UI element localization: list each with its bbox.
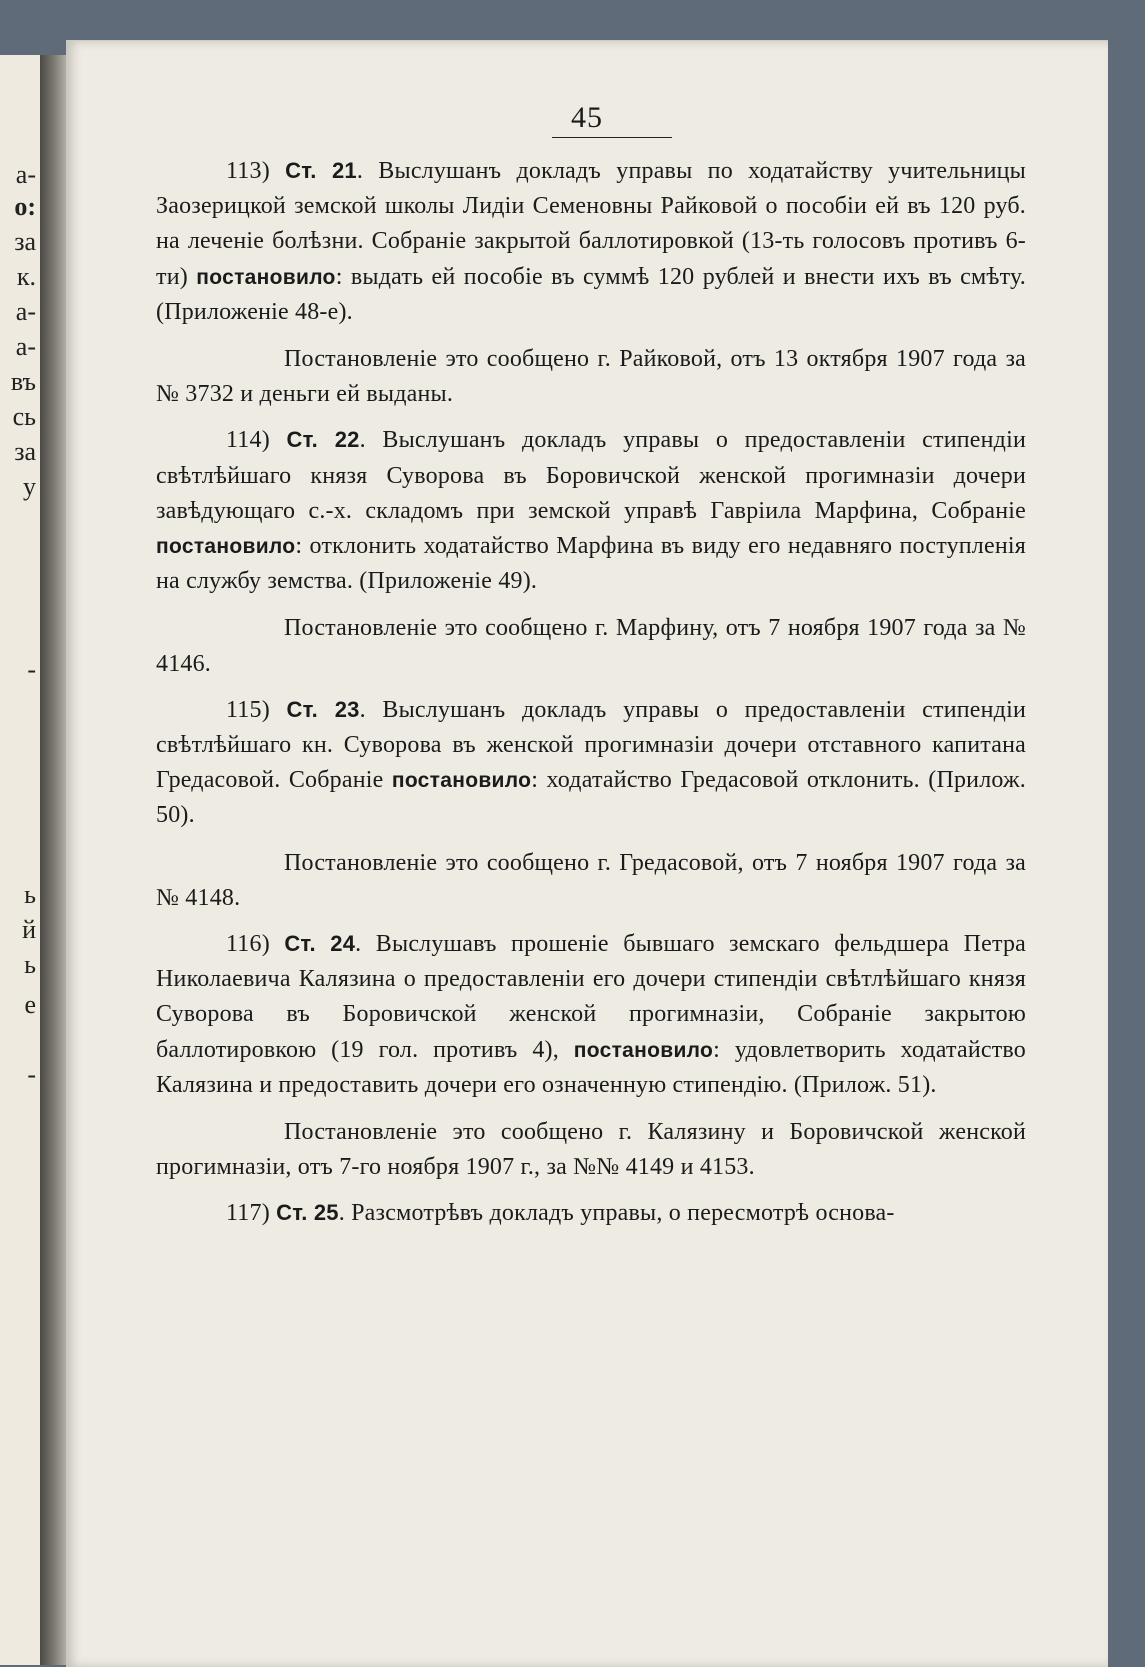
entry-text: . Выслушанъ докладъ управы о предоставленіи стипендіи свѣтлѣйшаго кн. Суворова въ женской прогимназіи дочери отставного капитана Гредасовой. Собраніе bbox=[156, 696, 1027, 794]
left-fragment: а- bbox=[15, 160, 36, 189]
resolved-keyword: постановило bbox=[156, 535, 296, 559]
left-fragment: о: bbox=[14, 192, 36, 221]
left-fragment: за bbox=[14, 437, 36, 466]
left-fragment: - bbox=[27, 655, 36, 684]
entry-note: Постановленіе это сообщено г. Гредасовой, отъ 7 ноября 1907 года за № 4148. bbox=[156, 849, 1026, 911]
entry-text: . Выслушанъ докладъ управы по ходатайству учительницы Заозерицкой земской школы Лидіи Семеновны Райковой о пособіи ей въ 120 руб. на леченіе болѣзни. Собраніе закрытой баллотировкой (13-ть голосовъ противъ 6-ти) bbox=[156, 158, 1027, 290]
left-fragment: за bbox=[14, 227, 36, 256]
entry-paragraph bbox=[156, 692, 1026, 834]
book-page bbox=[66, 40, 1108, 1667]
article-label: Ст. 22 bbox=[286, 427, 360, 453]
entry-text: . Выслушавъ прошеніе бывшаго земскаго фельдшера Петра Николаевича Калязина о предоставленіи его дочери стипендіи свѣтлѣйшаго князя Суворова въ Боровичской женской прогимназіи, Собраніе закрытою баллотировкою (19 гол. противъ 4), bbox=[156, 931, 1026, 1063]
entry-text-after: : выдать ей пособіе въ суммѣ 120 рублей и внести ихъ въ смѣту. (Приложеніе 48-е). bbox=[156, 263, 1026, 325]
entry-115 bbox=[156, 692, 1026, 916]
resolved-keyword: постановило bbox=[573, 1038, 714, 1062]
entry-text: . Разсмотрѣвъ докладъ управы, о пересмотрѣ основа- bbox=[338, 1200, 895, 1227]
entry-number: 113) bbox=[226, 158, 270, 184]
left-fragment: ь bbox=[24, 950, 36, 979]
entry-number: 114) bbox=[226, 427, 270, 454]
article-label: Ст. 25 bbox=[276, 1200, 339, 1226]
page-content bbox=[156, 153, 1026, 1242]
page-number: 45 bbox=[571, 101, 603, 134]
left-fragment: въ bbox=[10, 367, 36, 396]
entry-number: 116) bbox=[226, 931, 270, 958]
entry-116 bbox=[156, 926, 1026, 1185]
entry-text-after: : удовлетворить ходатайство Калязина и предоставить дочери его означенную стипендію. (Прилож. 51). bbox=[156, 1036, 1026, 1098]
left-fragment: й bbox=[22, 915, 36, 944]
entry-text: . Выслушанъ докладъ управы о предоставленіи стипендіи свѣтлѣйшаго князя Суворова въ Боровичской женской прогимназіи дочери завѣдующаго с.-х. складомъ при земской управѣ Гавріила Марфина, Собраніе bbox=[156, 427, 1027, 524]
entry-number: 115) bbox=[226, 696, 270, 723]
entry-paragraph bbox=[156, 422, 1026, 599]
left-fragment: ь bbox=[24, 880, 36, 909]
left-fragment: е bbox=[24, 990, 36, 1019]
entry-paragraph bbox=[156, 1195, 1026, 1231]
left-fragment: у bbox=[23, 472, 36, 501]
article-label: Ст. 23 bbox=[286, 696, 360, 722]
entry-note: Постановленіе это сообщено г. Калязину и Боровичской женской прогимназіи, отъ 7-го ноября 1907 г., за №№ 4149 и 4153. bbox=[156, 1119, 1026, 1181]
left-page-edge bbox=[0, 55, 41, 1665]
article-label: Ст. 24 bbox=[284, 931, 356, 957]
entry-113 bbox=[156, 153, 1026, 412]
left-fragment: сь bbox=[12, 402, 36, 431]
entry-note: Постановленіе это сообщено г. Райковой, отъ 13 октября 1907 года за № 3732 и деньги ей выданы. bbox=[156, 346, 1026, 408]
article-label: Ст. 21 bbox=[285, 158, 357, 183]
entry-117 bbox=[156, 1195, 1026, 1231]
header-rule bbox=[552, 137, 672, 138]
book-gutter bbox=[40, 55, 68, 1665]
entry-text-after: : ходатайство Гредасовой отклонить. (Прилож. 50). bbox=[156, 767, 1026, 829]
left-fragment: а- bbox=[15, 297, 36, 326]
entry-text-after: : отклонить ходатайство Марфина въ виду его недавняго поступленія на службу земства. (Приложеніе 49). bbox=[156, 533, 1026, 595]
resolved-keyword: постановило bbox=[391, 769, 532, 793]
entry-number: 117) bbox=[226, 1200, 270, 1227]
resolved-keyword: постановило bbox=[196, 265, 336, 289]
left-fragment: - bbox=[27, 1060, 36, 1089]
left-fragment: а- bbox=[15, 332, 36, 361]
entry-paragraph bbox=[156, 926, 1026, 1103]
entry-114 bbox=[156, 422, 1026, 681]
background-edge bbox=[1108, 40, 1145, 1666]
entry-note: Постановленіе это сообщено г. Марфину, отъ 7 ноября 1907 года за № 4146. bbox=[156, 615, 1026, 677]
left-fragment: к. bbox=[16, 262, 36, 291]
entry-paragraph bbox=[156, 153, 1026, 330]
